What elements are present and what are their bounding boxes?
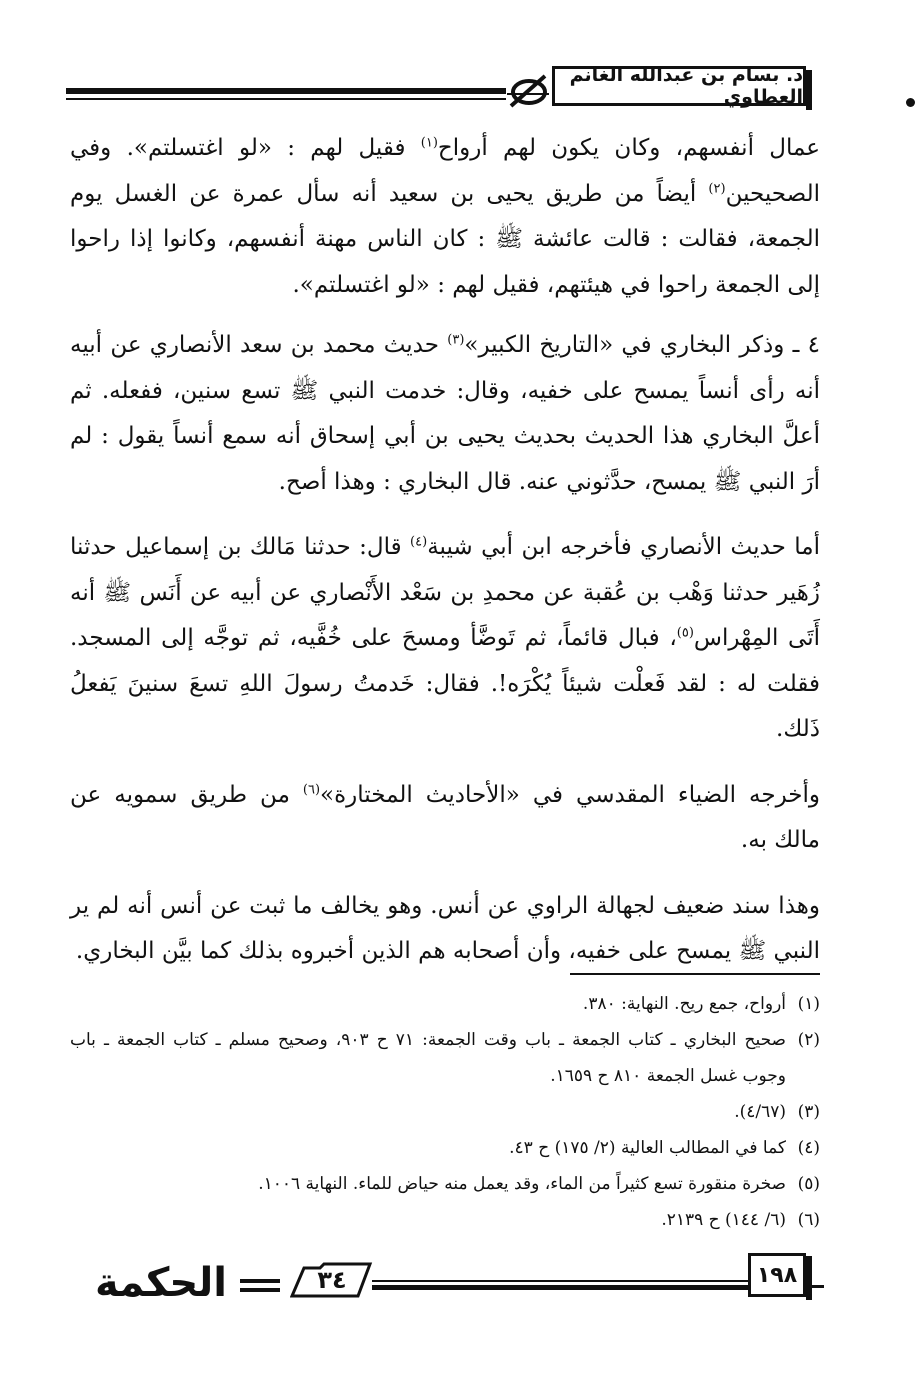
footnote-ref-1[interactable]: (١) bbox=[420, 135, 438, 151]
footer-equals-bars bbox=[240, 1279, 280, 1293]
footnote-2: (٢) صحيح البخاري ـ كتاب الجمعة ـ باب وقت الجمعة: ٧١ ح ٩٠٣، وصحيح مسلم ـ كتاب الجمعة ـ باب وجوب غسل الجمعة ٨١٠ ح ١٦٥٩. bbox=[70, 1030, 820, 1086]
footnote-ref-4[interactable]: (٤) bbox=[410, 534, 428, 550]
footnote-5: (٥) صخرة منقورة تسع كثيراً من الماء، وقد يعمل منه حياض للماء. النهاية ١٠٠٦. bbox=[258, 1174, 820, 1194]
footnote-ref-5[interactable]: (٥) bbox=[676, 625, 694, 641]
issue-badge bbox=[290, 1262, 374, 1298]
footnote-ref-6[interactable]: (٦) bbox=[302, 781, 321, 797]
header-rule bbox=[66, 88, 506, 104]
journal-logo: الحكمة bbox=[95, 1260, 227, 1306]
paragraph-5: وهذا سند ضعيف لجهالة الراوي عن أنس. وهو يخالف ما ثبت عن أنس أنه لم ير النبي ﷺ يمسح على خفيه، وأن أصحابه هم الذين أخبروه بذلك كما بيَّن البخاري. bbox=[70, 892, 821, 964]
margin-mark bbox=[906, 98, 915, 107]
footnote-1: (١) أرواح، جمع ريح. النهاية: ٣٨٠. bbox=[582, 994, 820, 1014]
issue-number: ٣٤ bbox=[317, 1266, 347, 1294]
footnote-separator bbox=[570, 973, 820, 975]
footnote-6: (٦) (٦/ ١٤٤) ح ٢١٣٩. bbox=[661, 1210, 820, 1230]
footnotes bbox=[70, 986, 820, 1238]
header-box-shadow bbox=[806, 70, 812, 110]
main-text bbox=[70, 126, 820, 975]
footer-rule bbox=[372, 1280, 748, 1294]
footnote-4: (٤) كما في المطالب العالية (٢/ ١٧٥) ح ٤٣. bbox=[509, 1138, 820, 1158]
paragraph-2: ٤ ـ وذكر البخاري في «التاريخ الكبير»$^{(٣)}$ حديث محمد بن سعد الأنصاري عن أبيه أنه رأى أنساً يمسح على خفيه، وقال: خدمت النبي ﷺ تسع سنين، ففعله. ثم أعلَّ البخاري هذا الحديث بحديث يحيى بن أبي إسحاق أنه سمع أنساً يقول : لم أرَ النبي ﷺ يمسح، حدَّثوني عنه. قال البخاري : وهذا أصح. bbox=[70, 332, 821, 495]
footnote-3: (٣) (٤/٦٧). bbox=[734, 1102, 820, 1122]
footnote-ref-2[interactable]: (٢) bbox=[708, 180, 726, 196]
paragraph-4: وأخرجه الضياء المقدسي في «الأحاديث المختارة»$^{(٦)}$ من طريق سمويه عن مالك به. bbox=[70, 781, 820, 853]
page-number: ١٩٨ bbox=[748, 1253, 806, 1297]
paragraph-1: عمال أنفسهم، وكان يكون لهم أرواح$^{(١)}$ فقيل لهم : «لو اغتسلتم». وفي الصحيحين$^{(٢)}$ أيضاً من طريق يحيى بن سعيد أنه سأل عمرة عن الغسل يوم الجمعة، فقالت : قالت عائشة ﷺ : كان الناس مهنة أنفسهم، وكانوا إذا راحوا إلى الجمعة راحوا في هيئتهم، فقيل لهم : «لو اغتسلتم». bbox=[70, 135, 820, 298]
footer-tick bbox=[812, 1285, 824, 1288]
pen-emblem-icon bbox=[505, 72, 551, 108]
page-box-shadow bbox=[806, 1256, 812, 1300]
author-header: د. بسام بن عبدالله الغانم العطاوي bbox=[552, 66, 806, 106]
paragraph-3: أما حديث الأنصاري فأخرجه ابن أبي شيبة$^{(٤)}$ قال: حدثنا مَالك بن إسماعيل حدثنا زُهَير حدثنا وَهْب بن عُقبة عن محمدِ بن سَعْد الأَنْصاري عن أبيه عن أَنَس ﷺ أنه أَتَى المِهْراس$^{(٥)}$، فبال قائماً، ثم تَوضَّأ ومسحَ على خُفَّيه، ثم توجَّه إلى المسجد. فقلت له : لقد فَعلْت شيئاً يُكْرَه!. فقال: خَدمتُ رسولَ اللهِ تسعَ سنينَ يَفعلُ ذَلك. bbox=[70, 534, 820, 742]
footnote-ref-3[interactable]: (٣) bbox=[447, 332, 465, 348]
